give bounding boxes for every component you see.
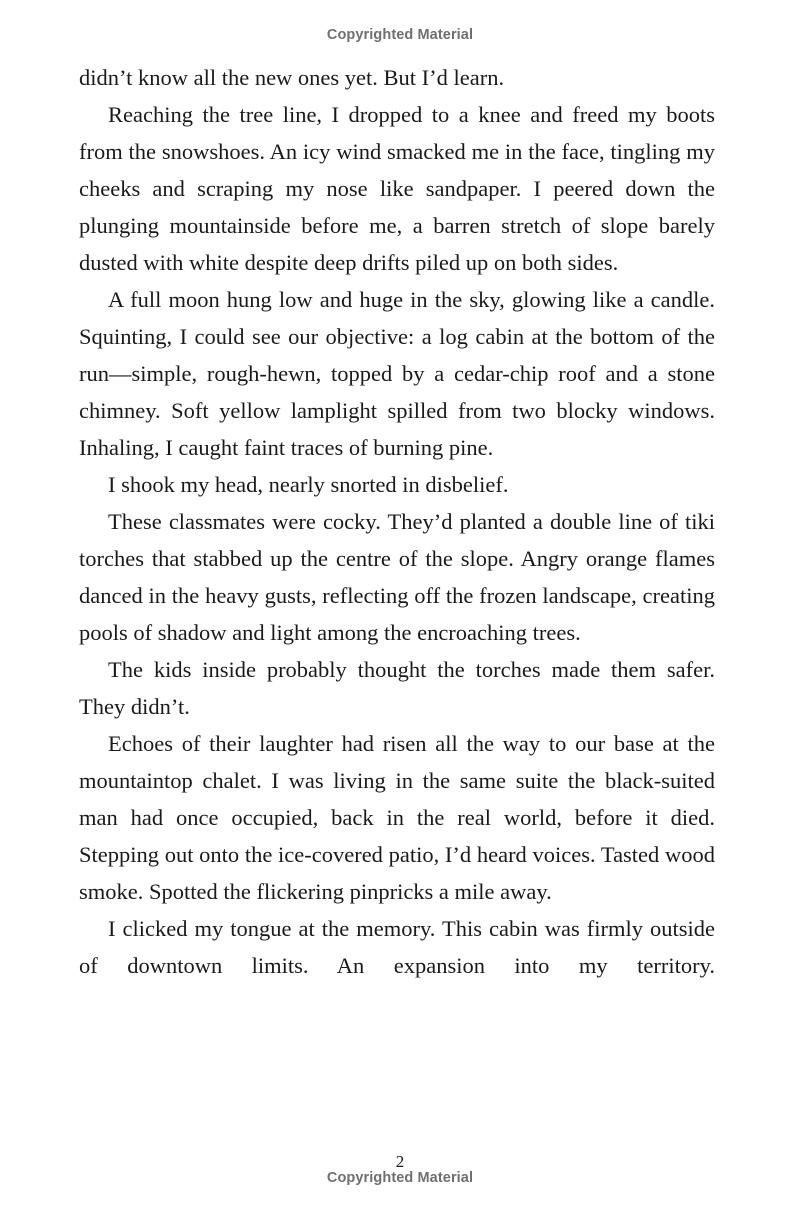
paragraph-3: A full moon hung low and huge in the sky, glowing like a candle. Squinting, I could see our objective: a log cabin at the bottom of the run—simple, rough-hewn, topped by a cedar-chip roof and a stone chimney. Soft yellow lamplight spilled from two blocky windows. Inhaling, I caught faint traces of burning pine.	[79, 287, 715, 460]
copyright-watermark-bottom: Copyrighted Material	[326, 1170, 474, 1186]
paragraph-6: The kids inside probably thought the torches made them safer. They didn’t.	[79, 657, 715, 719]
copyright-watermark-top: Copyrighted Material	[326, 27, 474, 43]
paragraph-4: I shook my head, nearly snorted in disbelief.	[108, 472, 509, 497]
paragraph-5: These classmates were cocky. They’d planted a double line of tiki torches that stabbed up the centre of the slope. Angry orange flames danced in the heavy gusts, reflecting off the frozen landscape, creating pools of shadow and light among the encroaching trees.	[79, 509, 715, 645]
body-text	[79, 59, 715, 984]
paragraph-2: Reaching the tree line, I dropped to a knee and freed my boots from the snowshoes. An icy wind smacked me in the face, tingling my cheeks and scraping my nose like sandpaper. I peered down the plunging mountainside before me, a barren stretch of slope barely dusted with white despite deep drifts piled up on both sides.	[79, 102, 715, 275]
paragraph-7: Echoes of their laughter had risen all the way to our base at the mountaintop chalet. I was living in the same suite the black-suited man had once occupied, back in the real world, before it died. Stepping out onto the ice-covered patio, I’d heard voices. Tasted wood smoke. Spotted the flickering pinpricks a mile away.	[79, 731, 715, 904]
page-number: 2	[395, 1152, 405, 1171]
paragraph-8: I clicked my tongue at the memory. This cabin was firmly outside of downtown limits. An expansion into my territory.	[79, 916, 715, 978]
paragraph-1: didn’t know all the new ones yet. But I’d learn.	[79, 65, 505, 90]
